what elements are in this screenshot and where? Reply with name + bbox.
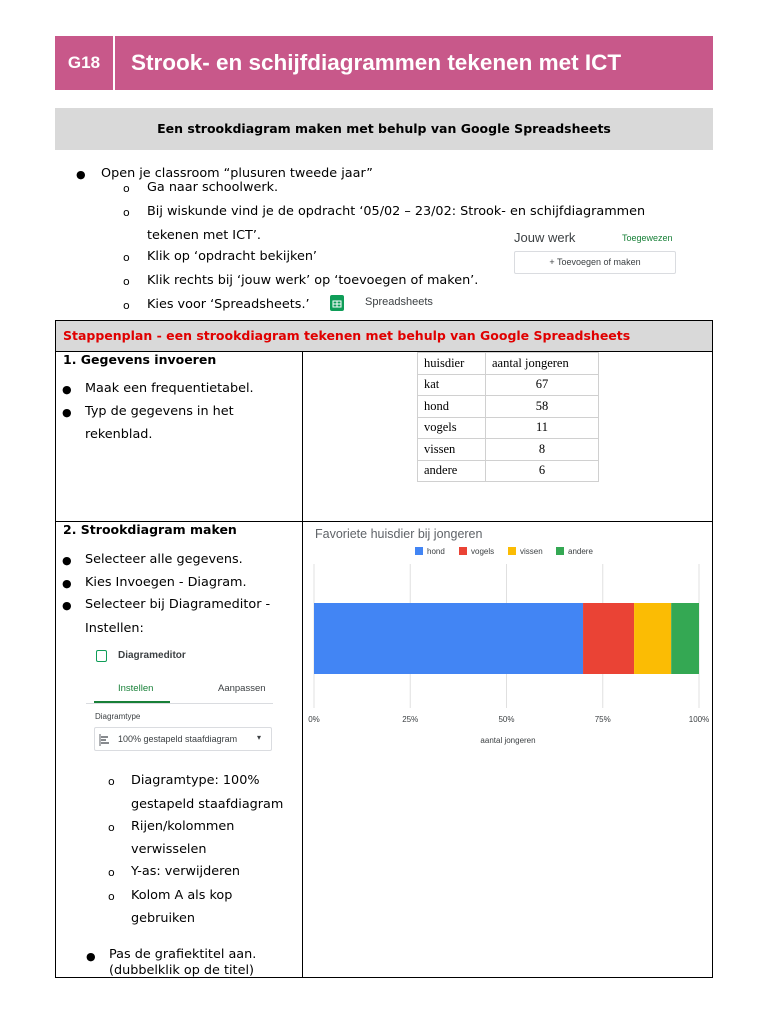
bar-segment-vogels [583, 603, 634, 674]
step1-bullet: Maak een frequentietabel. [85, 381, 254, 396]
bar-segment-hond [314, 603, 583, 674]
sheets-icon [330, 295, 344, 311]
table-row [418, 374, 599, 396]
table-header-cell: huisdier [418, 353, 486, 375]
step2-last-note: (dubbelklik op de titel) [109, 963, 254, 978]
step1-title: 1. Gegevens invoeren [63, 352, 217, 367]
circle-bullet-icon: o [123, 275, 130, 288]
bullet-icon: ● [62, 383, 72, 396]
step2-bullet: Selecteer alle gegevens. [85, 552, 243, 567]
circle-bullet-icon: o [108, 821, 115, 834]
intro-step: Bij wiskunde vind je de opdracht ‘05/02 – 23/02: Strook- en schijfdiagrammen [147, 204, 646, 219]
step2-title: 2. Strookdiagram maken [63, 522, 237, 537]
diagram-type-select[interactable] [94, 727, 272, 751]
intro-step: tekenen met ICT’. [147, 228, 261, 243]
bullet-icon: ● [62, 577, 72, 590]
circle-bullet-icon: o [123, 206, 130, 219]
table-header-cell: aantal jongeren [486, 353, 599, 375]
table-cell: andere [418, 460, 486, 482]
add-or-create-button[interactable] [514, 251, 676, 274]
sheets-label: Spreadsheets [365, 296, 433, 308]
circle-bullet-icon: o [108, 890, 115, 903]
intro-bullet: Open je classroom “plusuren tweede jaar” [101, 166, 373, 181]
lesson-code: G18 [67, 53, 101, 72]
step2-bullet: Instellen: [85, 621, 144, 636]
diagram-type-value: 100% gestapeld staafdiagram [118, 734, 238, 744]
header-banner [55, 36, 713, 90]
step2-sub: verwisselen [131, 842, 207, 857]
x-tick-label: 50% [498, 715, 515, 724]
step2-sub: Diagramtype: 100% [131, 773, 260, 788]
steps-table-title: Stappenplan - een strookdiagram tekenen met behulp van Google Spreadsheets [63, 328, 631, 343]
chart-title: Favoriete huisdier bij jongeren [315, 527, 483, 541]
table-cell: vissen [418, 439, 486, 461]
chart-icon [96, 650, 107, 662]
step2-bullet: Kies Invoegen - Diagram. [85, 575, 247, 590]
step2-sub: Y-as: verwijderen [131, 864, 241, 879]
legend-swatch [459, 547, 467, 555]
table-row [418, 417, 599, 439]
step2-bullet: Selecteer bij Diagrameditor - [85, 597, 271, 612]
intro-step: Kies voor ‘Spreadsheets.’ [147, 297, 310, 312]
frequency-table [417, 352, 599, 482]
bullet-icon: ● [86, 950, 96, 963]
legend-swatch [556, 547, 564, 555]
diagram-type-label: Diagramtype [95, 712, 141, 721]
legend-label: vissen [520, 547, 543, 556]
dropdown-arrow-icon: ▾ [257, 733, 262, 742]
step2-sub: Kolom A als kop [131, 888, 233, 903]
tab-aanpassen[interactable]: Aanpassen [218, 683, 266, 694]
table-row [418, 460, 599, 482]
x-tick-label: 75% [594, 715, 611, 724]
add-or-create-label: Toevoegen of maken [557, 257, 641, 267]
table-cell: hond [418, 396, 486, 418]
stacked-bar-chart [303, 522, 713, 752]
plus-icon: + [549, 257, 555, 267]
table-row [418, 396, 599, 418]
intro-step: Klik op ‘opdracht bekijken’ [147, 249, 318, 264]
legend-swatch [415, 547, 423, 555]
table-cell: 58 [486, 396, 599, 418]
bullet-icon: ● [62, 406, 72, 419]
table-cell: 11 [486, 417, 599, 439]
diagram-editor-title: Diagrameditor [118, 650, 186, 661]
jouw-werk-title: Jouw werk [514, 230, 576, 245]
legend-label: vogels [471, 547, 495, 556]
circle-bullet-icon: o [123, 251, 130, 264]
circle-bullet-icon: o [123, 299, 130, 312]
table-cell: 8 [486, 439, 599, 461]
section-subheader: Een strookdiagram maken met behulp van Google Spreadsheets [55, 108, 713, 150]
step2-last-bullet: Pas de grafiektitel aan. [109, 947, 257, 962]
circle-bullet-icon: o [108, 866, 115, 879]
intro-step: Ga naar schoolwerk. [147, 180, 279, 195]
page-title: Strook- en schijfdiagrammen tekenen met ICT [131, 50, 622, 75]
bullet-icon: ● [62, 599, 72, 612]
step1-bullet: Typ de gegevens in het [85, 404, 234, 419]
bullet-icon: ● [62, 554, 72, 567]
bar-segment-vissen [634, 603, 671, 674]
step1-bullet: rekenblad. [85, 427, 153, 442]
tab-divider [86, 703, 273, 704]
table-cell: vogels [418, 417, 486, 439]
bar-chart-icon [99, 732, 111, 751]
step2-sub: Rijen/kolommen [131, 819, 235, 834]
table-row [418, 439, 599, 461]
bar-segment-andere [671, 603, 699, 674]
status-badge: Toegewezen [622, 233, 673, 243]
legend-label: hond [427, 547, 445, 556]
table-row [418, 353, 599, 375]
x-tick-label: 100% [688, 715, 710, 724]
step2-sub: gestapeld staafdiagram [131, 797, 284, 812]
x-tick-label: 0% [308, 715, 320, 724]
circle-bullet-icon: o [108, 775, 115, 788]
table-cell: 67 [486, 374, 599, 396]
tab-instellen[interactable]: Instellen [118, 683, 154, 694]
table-cell: kat [418, 374, 486, 396]
intro-step: Klik rechts bij ‘jouw werk’ op ‘toevoegen of maken’. [147, 273, 479, 288]
table-cell: 6 [486, 460, 599, 482]
legend-swatch [508, 547, 516, 555]
chart-x-axis-label: aantal jongeren [480, 736, 536, 745]
circle-bullet-icon: o [123, 182, 130, 195]
x-tick-label: 25% [402, 715, 419, 724]
bullet-icon: ● [76, 168, 86, 181]
header-divider [113, 36, 115, 90]
step2-sub: gebruiken [131, 911, 195, 926]
legend-label: andere [568, 547, 593, 556]
